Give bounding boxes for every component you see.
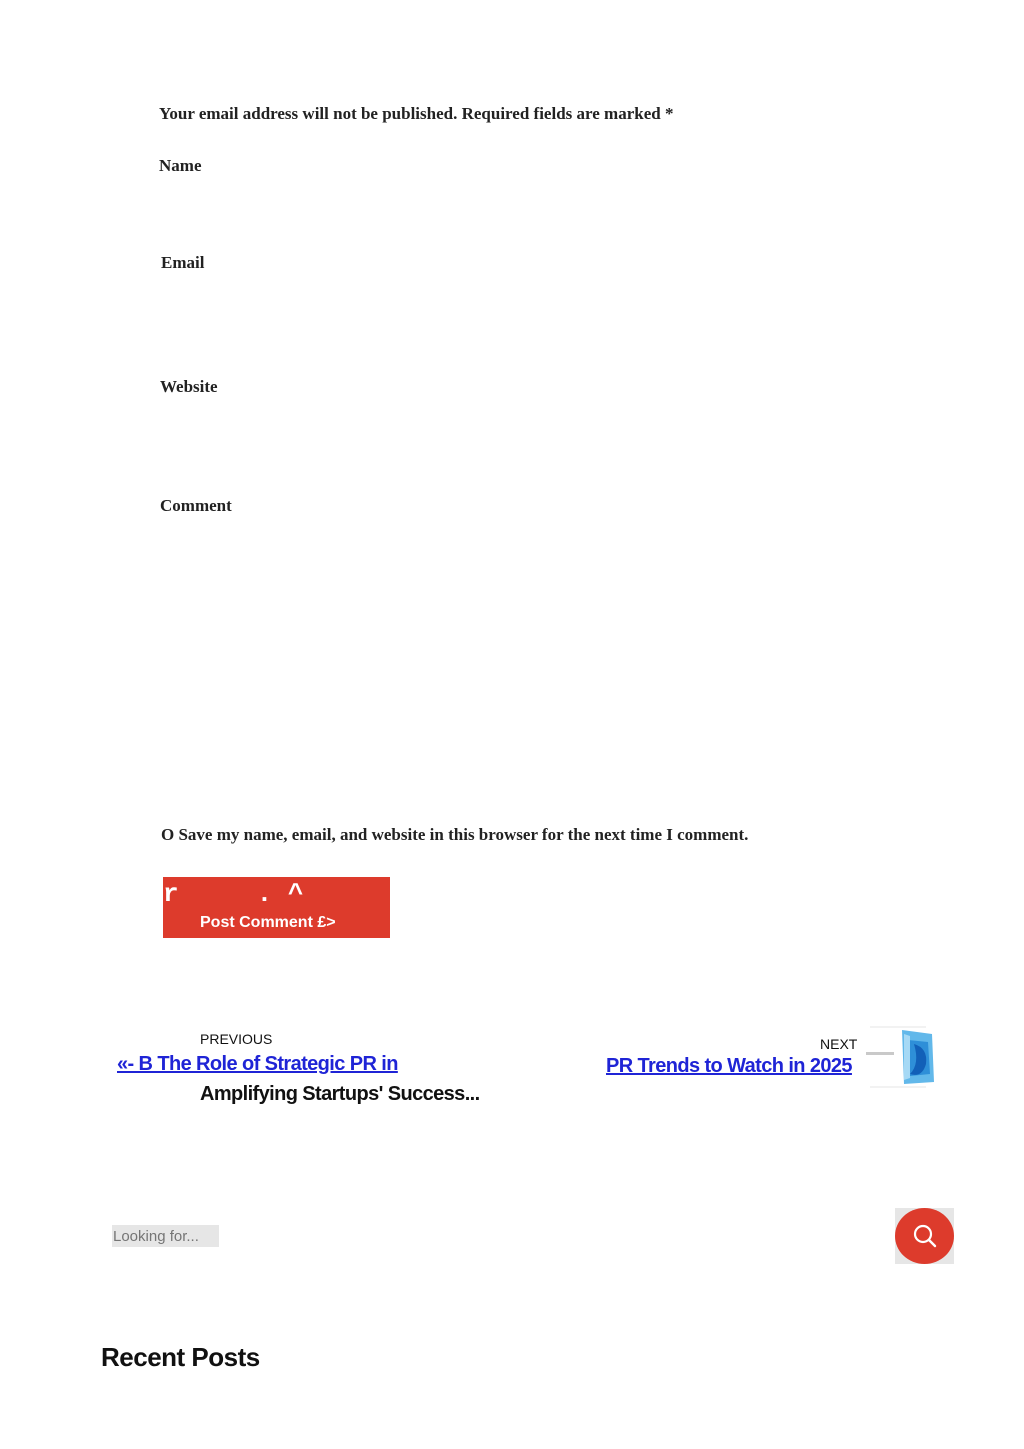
comment-label: Comment xyxy=(160,496,232,515)
name-input[interactable] xyxy=(159,186,863,228)
pr-trends-thumbnail[interactable] xyxy=(866,1024,936,1090)
email-label: Email xyxy=(161,253,205,272)
search-button[interactable] xyxy=(895,1208,954,1264)
email-input[interactable] xyxy=(161,290,865,332)
next-post-link[interactable]: PR Trends to Watch in 2025 xyxy=(606,1055,852,1077)
comment-textarea[interactable] xyxy=(160,528,864,802)
previous-post-title-continued: Amplifying Startups' Success... xyxy=(200,1083,480,1105)
name-label: Name xyxy=(159,156,202,175)
search-input[interactable] xyxy=(112,1225,219,1247)
button-glyph-artifacts: r . ^ xyxy=(163,879,304,909)
post-comment-label: Post Comment £> xyxy=(200,914,336,931)
previous-post-link[interactable]: «- B The Role of Strategic PR in xyxy=(117,1053,398,1075)
comment-notes: Your email address will not be published. Required fields are marked * xyxy=(159,104,674,123)
previous-label: PREVIOUS xyxy=(200,1031,273,1047)
website-label: Website xyxy=(160,377,218,396)
thumbnail-graphic xyxy=(866,1024,936,1090)
next-label: NEXT xyxy=(820,1036,858,1052)
recent-posts-heading: Recent Posts xyxy=(101,1342,260,1372)
search-icon xyxy=(912,1223,938,1249)
post-comment-button[interactable] xyxy=(163,877,390,938)
website-input[interactable] xyxy=(160,410,864,452)
save-info-checkbox[interactable]: O Save my name, email, and website in this browser for the next time I comment. xyxy=(161,825,749,844)
